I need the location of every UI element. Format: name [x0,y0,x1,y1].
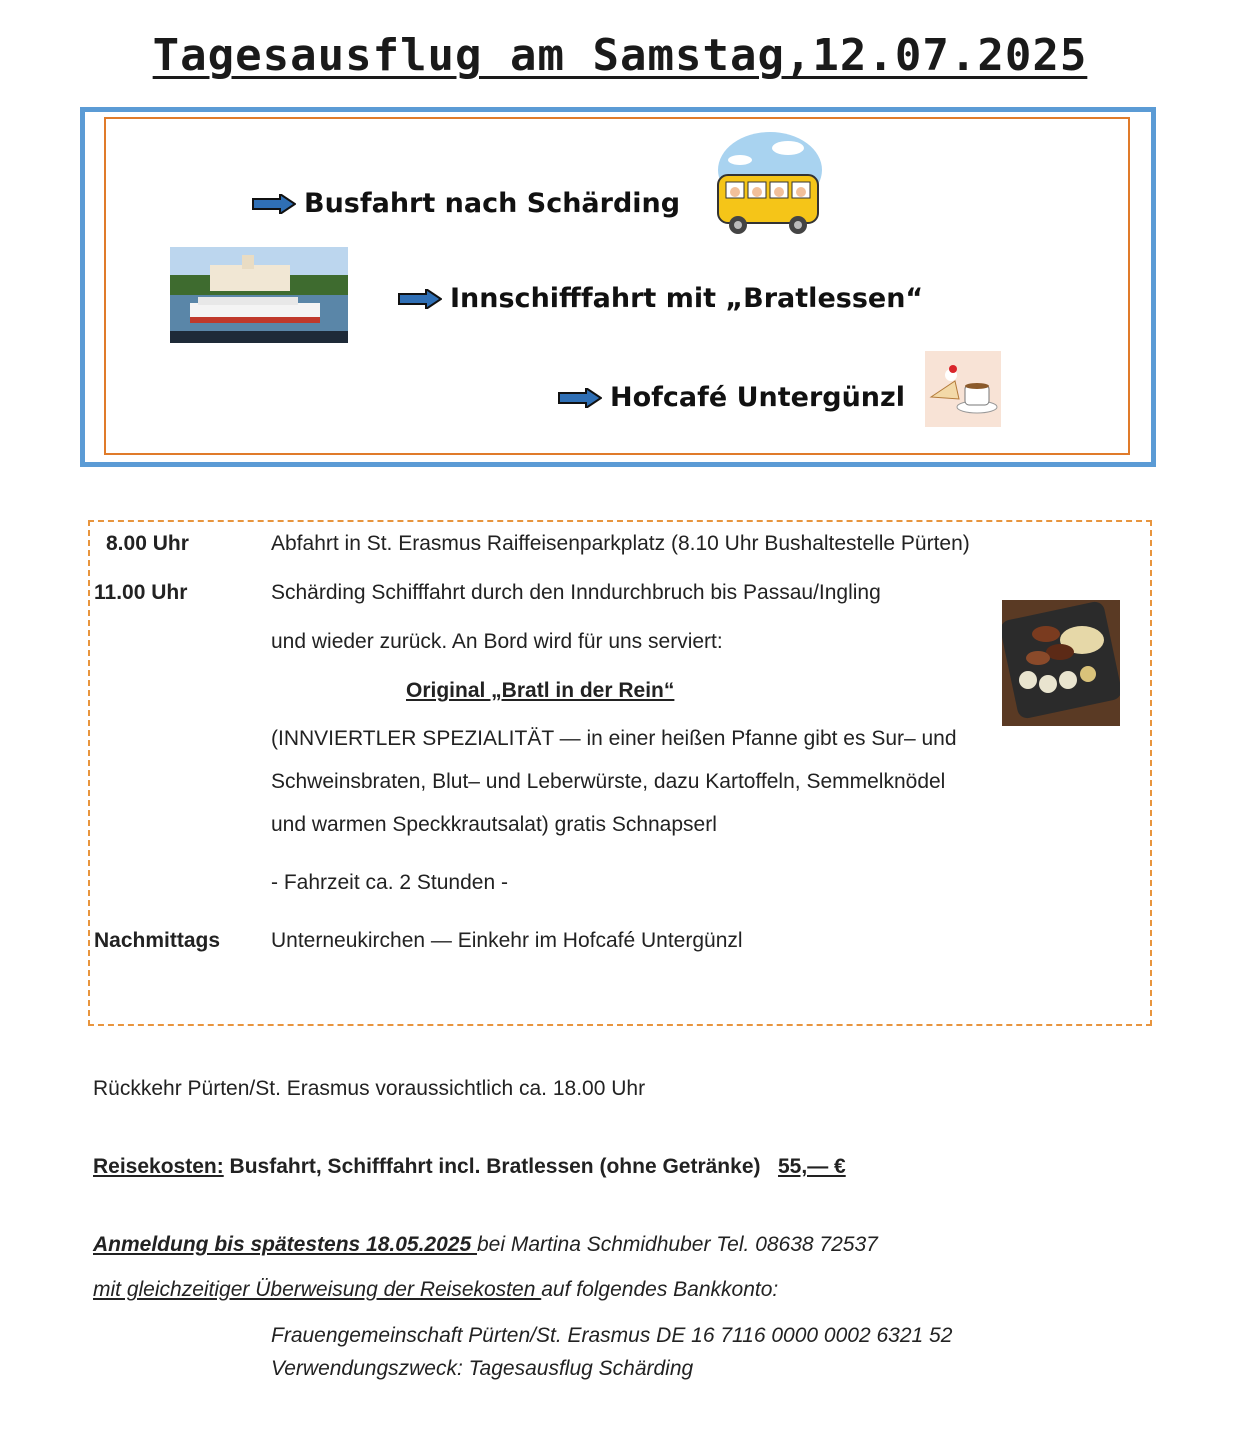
desc-schifffahrt: Schärding Schifffahrt durch den Inndurchbruch bis Passau/Ingling [271,581,881,604]
highlight-boat [398,283,923,314]
fahrzeit: - Fahrzeit ca. 2 Stunden - [271,871,508,894]
boat-castle-photo [170,247,348,343]
bratl-dish-photo [1002,600,1120,726]
reisekosten-price: 55,— € [778,1155,846,1178]
highlight-bus [252,188,680,219]
anmeldung-line [93,1233,878,1257]
original-bratl-heading: Original „Bratl in der Rein“ [406,679,675,702]
highlight-bus-label: Busfahrt nach Schärding [304,188,681,219]
spec-line-1: (INNVIERTLER SPEZIALITÄT — in einer heißen Pfanne gibt es Sur– und [271,727,957,750]
anmeldung-label: Anmeldung bis spätestens 18.05.2025 [93,1233,477,1256]
rueckkehr-text: Rückkehr Pürten/St. Erasmus voraussichtlich ca. 18.00 Uhr [93,1077,646,1100]
desc-abfahrt: Abfahrt in St. Erasmus Raiffeisenparkplatz (8.10 Uhr Bushaltestelle Pürten) [271,532,970,555]
time-0800: 8.00 Uhr [106,532,189,555]
spec-line-3: und warmen Speckkrautsalat) gratis Schnapserl [271,813,717,836]
highlight-cafe-label: Hofcafé Untergünzl [610,382,905,413]
reisekosten-line [93,1155,846,1179]
arrow-right-icon [398,289,442,309]
desc-serviert: und wieder zurück. An Bord wird für uns serviert: [271,630,723,653]
arrow-right-icon [252,194,296,214]
time-nachmittags: Nachmittags [94,929,221,952]
reisekosten-text: Busfahrt, Schifffahrt incl. Bratlessen (ohne Getränke) [223,1155,778,1178]
reisekosten-label: Reisekosten: [93,1155,224,1178]
anmeldung-text: bei Martina Schmidhuber Tel. 08638 72537 [477,1233,878,1256]
ueberweisung-text: auf folgendes Bankkonto: [541,1278,779,1301]
bank-account: Frauengemeinschaft Pürten/St. Erasmus DE 16 7116 0000 0002 6321 52 [271,1324,953,1347]
time-1100: 11.00 Uhr [94,581,188,604]
arrow-right-icon [558,388,602,408]
highlight-boat-label: Innschifffahrt mit „Bratlessen“ [450,283,924,314]
highlight-cafe [558,382,905,413]
ueberweisung-line [93,1278,778,1302]
school-bus-illustration [710,130,825,240]
cake-coffee-illustration [925,351,1001,427]
ueberweisung-label: mit gleichzeitiger Überweisung der Reisekosten [93,1278,542,1301]
page-title: Tagesausflug am Samstag,12.07.2025 [152,30,1088,81]
desc-einkehr: Unterneukirchen — Einkehr im Hofcafé Untergünzl [271,929,743,952]
verwendungszweck: Verwendungszweck: Tagesausflug Schärding [271,1357,694,1380]
spec-line-2: Schweinsbraten, Blut– und Leberwürste, dazu Kartoffeln, Semmelknödel [271,770,946,793]
